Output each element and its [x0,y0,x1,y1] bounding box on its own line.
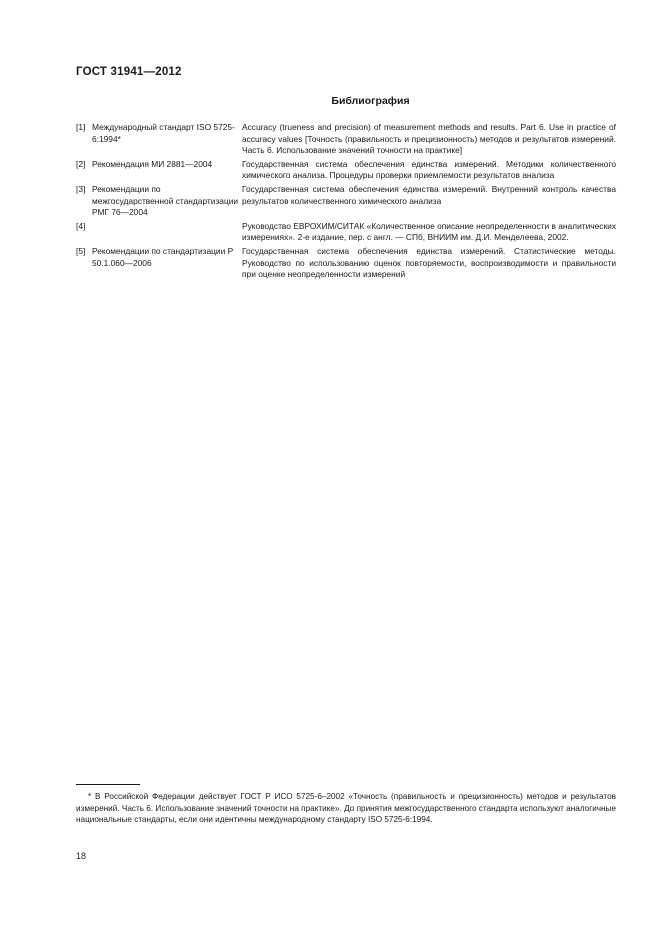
entry-number: [5] [76,245,86,256]
bibliography-entry-4 [76,221,616,244]
entry-reference-text [92,221,242,244]
entry-reference [76,159,242,182]
entry-description: Государственная система обеспечения единства измерений. Статистические методы. Руководство по использованию оценок повторяемости, воспроизводимости и правильности при оценке неопределенности измерений [242,245,616,280]
entry-number: [4] [76,220,86,231]
entry-number: [1] [76,122,86,132]
footnote-divider [76,784,140,785]
entry-reference-text: Рекомендации по межгосударственной стандартизации РМГ 76—2004 [92,183,239,218]
entry-reference [76,122,242,157]
entry-description: Accuracy (trueness and precision) of measurement methods and results. Part 6. Use in practice of accuracy values [Точность (правильность и прецизионность) методов и результатов измерений. Часть 6. Использование значений точности на практике] [242,122,616,156]
entry-description: Государственная система обеспечения единства измерений. Методики количественного химического анализа. Процедуры проверки приемлемости результатов анализа [242,158,616,181]
entry-number: [2] [76,158,86,169]
footnote: * В Российской Федерации действует ГОСТ Р ИСО 5725-6–2002 «Точность (правильность и прецизионность) методов и результатов измерений. Часть 6. Использование значений точности на практике». До принятия межгосударственного стандарта используют аналогичные национальные стандарты, если они идентичны международному стандарту ISO 5725-6:1994. [76,792,616,825]
entry-reference-text: Рекомендация МИ 2881—2004 [92,158,213,169]
entry-reference [76,221,242,244]
bibliography-entry-5 [76,246,616,281]
entry-reference-text: Международный стандарт ISO 5725-6:1994* [92,122,235,144]
entry-reference [76,184,242,219]
entry-reference-text: Рекомендации по стандартизации Р 50.1.060—2006 [92,245,234,268]
entry-number: [3] [76,183,86,194]
entry-description: Государственная система обеспечения единства измерений. Внутренний контроль качества результатов количественного химического анализа [242,183,616,206]
bibliography-entry-2 [76,159,616,182]
bibliography-entry-3 [76,184,616,219]
bibliography-list [76,122,616,283]
document-code: ГОСТ 31941—2012 [76,66,182,78]
entry-reference [76,246,242,281]
bibliography-entry-1 [76,122,616,157]
section-title: Библиография [331,95,410,107]
page-number: 18 [76,851,87,861]
entry-description: Руководство ЕВРОХИМ/СИТАК «Количественное описание неопределенности в аналитических измерениях». 2-е издание, пер. с англ. — СПб, ВНИИМ им. Д.И. Менделеева, 2002. [242,220,617,243]
